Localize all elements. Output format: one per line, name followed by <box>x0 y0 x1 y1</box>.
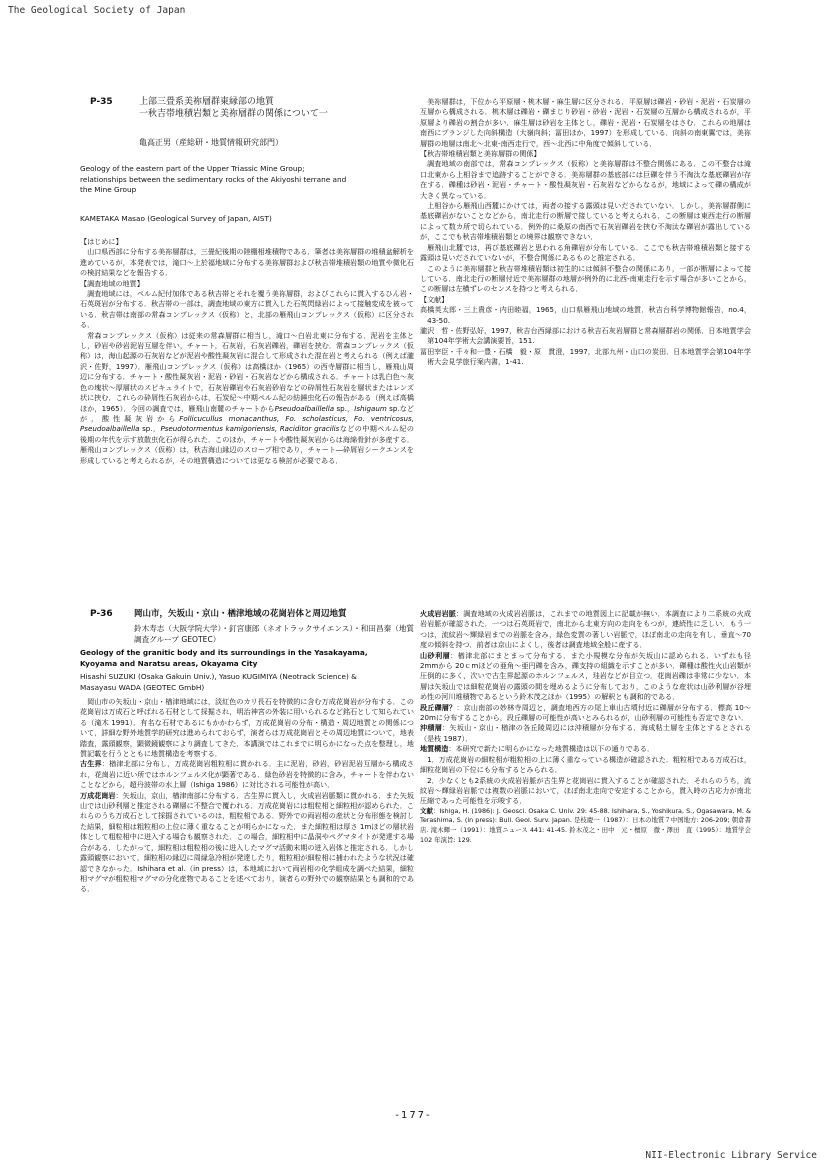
p36-kozo <box>420 744 751 754</box>
p35-title <box>139 96 328 120</box>
p35-code: P-35 <box>90 97 113 107</box>
p36-authors: 鈴木寿志（大阪学院大学）・釘宮康郎（ネオトラックサイエンス）・和田昌秦（地質調査グループ GEOTEC） <box>134 624 414 644</box>
p35-geology-heading: 【調査地域の地質】 <box>80 278 144 288</box>
p36-left-column <box>80 697 414 1082</box>
p36-kozo-heading: 地質構造 <box>420 744 449 754</box>
p35-taxon-4: Pseudotormentus kamigoriensis, Raciditor gracilis <box>160 424 340 434</box>
p36-mannari-heading: 万成花崗岩 <box>80 790 116 800</box>
p35-title-line1: 上部三畳系美祢層群東縁部の地質 <box>139 97 275 107</box>
p36-kozo-item-2: 2．少なくとも2系統の火成岩岩脈が古生界と花崗岩に貫入することが確認された．それらのうち，流紋岩〜輝緑岩岩脈では複数の岩脈において，ほぼ南北走向で安定することから，貫入時の古応力が南北圧縮であった可能性を示唆する． <box>420 775 751 806</box>
p36-chuseki-heading: 沖積層 <box>420 723 443 733</box>
p35-geology-p2e: sp.などが，酸性凝灰岩から <box>80 403 414 423</box>
p35-ref-2: 瀧沢 哲・佐野弘好，1997，秋吉台西縁部における秋吉石灰岩層群と常森層群岩の関係．日本地質学会第104年学術大会講演要旨，151. <box>420 325 751 346</box>
p36-kosei-text: ：楢津北部に分布し，万成花崗岩粗粒相に貫かれる．主に泥岩，砂岩，砂岩泥岩互層から構成され，花崗岩に近い所ではホルンフェルス化が顕著である．緑色砂岩を特徴的に含み，チャートを伴わないことなどから，超丹波帯の水上層（Ishiga 1986）に対比される可能性が高い． <box>80 759 414 790</box>
p36-en-title-2: Kyoyama and Naratsu areas, Okayama City <box>80 658 258 668</box>
p35-references <box>420 295 751 368</box>
p36-kozo-item-1: 1．万成花崗岩の細粒相が粗粒相の上に薄く重なっている構造が確認された．粗粒相である万成石は，細粒花崗岩の下位にも分布するとみられる． <box>420 754 751 775</box>
p35-relation-p4: このように美祢層群と秋吉帯堆積岩類は初生的には傾斜不整合の関係にあり，一部が断層によって接している．南北走行の断層付近で美祢層群の地層が例外的に北西-南東走行を示す場合が多いことから，この断層は左横ずレのセンスを持つと考えられる． <box>420 263 751 294</box>
p36-title: 岡山市，矢坂山・京山・楢津地域の花崗岩体と周辺地質 <box>134 609 347 619</box>
p35-geology-p2i: などの中期ペルム紀の後期の年代を示す放散虫化石が得られた．このほか，チャートや酸性凝灰岩からは海綿骨針が多産する．雁飛山コンプレックス（仮称）は，秋吉海山縁辺のスロープ相であり，チャート―砕屑岩シークエンスを形成していると考えられるが，その地質構造については更なる検討が必要である． <box>80 424 414 465</box>
p35-english-author: KAMETAKA Masao (Geological Survey of Japan, AIST) <box>80 214 272 223</box>
p36-en-authors-1: Hisashi SUZUKI (Osaka Gakuin Univ.), Yasuo KUGIMIYA (Neotrack Science) & <box>80 672 357 681</box>
p35-relation-p2: 上相谷から雁飛山西麓にかけては，両者の接する露頭は見いだされていない．しかし，美祢層群側に基底礫岩がないことなどから，南北走行の断層で接していると考えられる．この断層は東西走行の断層によって数カ所で切られている．例外的に桑原の南西で石灰岩礫岩を挟む不淘汰な礫岩が露出しているが，ここでも秋吉帯堆積岩類との境界は観察できない． <box>420 201 751 242</box>
p35-intro-heading: 【はじめに】 <box>80 237 123 246</box>
p36-english-authors <box>80 672 415 693</box>
p35-en-title-3: the Mine Group <box>80 185 137 194</box>
p35-title-line2: 一秋吉帯堆積岩類と美祢層群の関係について一 <box>139 109 328 119</box>
p36-kozo-text: ：本研究で新たに明らかになった地質構造は以下の通りである． <box>448 744 655 754</box>
p35-relation-heading: 【秋吉帯堆積岩類と美祢層群の関係】 <box>420 149 541 159</box>
p36-mannari-text: ：矢坂山，京山，楢津南部に分布する．古生界に貫入し，火成岩岩脈類に貫かれる．また矢坂山では山砂利層と推定される礫層に不整合で覆われる．万成花崗岩には粗粒相と細粒相が認められた．これらのうち万成石として採掘されているのは，粗粒相である．野外での両岩相の産状と分布形態を検討した結果，細粒相は粗粒相の上位に薄く重なることが明らかになった．また細粒相は厚さ 1mほどの層状岩体として粗粒相中に迸入する場合も観察された．この場合，細粒相中に晶洞やペグマタイトが発達する場合がある．したがって，細粒相は粗粒相の後に迸入したマグマ活動末期の迸入岩体と推定される．しかし露頭観察において，細粒相の縁辺に周縁急冷相が発達したり，粗粒相が細粒相に捕われたような状況は確認できなかった．Ishihara et al.（in press）は，本地域において両岩相の化学組成を調べた結果，細粒相マグマが粗粒相マグマの分化産物であることを述べており，演者らの野外での観察結果とも調和的である． <box>80 790 414 894</box>
p35-geology-p3: 美祢層群は，下位から平原層・桃木層・麻生層に区分される．平原層は礫岩・砂岩・泥岩・石炭層の互層から構成される．桃木層は礫岩・礫まじり砂岩・砂岩・泥岩・石炭層の互層から構成されるが，平原層より礫岩の割合が多い．麻生層は砂岩を主体とし，礫岩・泥岩・石炭層をはさむ．これらの地層は南西にプランジした向斜構造（大嶺向斜；冨田ほか，1997）を形成している．向斜の南東翼では，美祢層群の地層は南北〜北東-南西走行で，西〜北西に中角度で傾斜している． <box>420 97 751 148</box>
p36-dankyu-text: ：京山南部の妙林寺周辺と，調査地西方の尾上車山古墳付近に礫層が分布する．標高 10〜20mに分布することから，段丘礫層の可能性が高いとみられるが，山砂利層の可能性も否定できない． <box>420 702 751 723</box>
p36-references <box>420 807 751 845</box>
p35-left-column <box>80 237 414 585</box>
p35-geology-p1: 調査地域には，ペルム紀付加体である秋吉帯とそれを覆う美祢層群，およびこれらに貫入するひん岩・石英斑岩が分布する．秋吉帯の一部は，調査地域の東方に貫入した石英閃緑岩によって接触変成を被っている．秋吉帯は南部の常森コンプレックス（仮称）と，北部の雁飛山コンプレックス（仮称）に区分される． <box>80 289 414 330</box>
p36-chuseki-text: ：矢坂山・京山・楢津の各丘陵周辺には沖積層が分布する．海成粘土層を主体とするとされる（是枝 1987）． <box>420 723 751 743</box>
p36-kasei <box>420 609 751 651</box>
p35-geology-p2a: 常森コンプレックス（仮称）は従来の常森層群に相当し，滝口〜白岩北東に分布する．泥岩を主体とし，砂岩や砂岩泥岩互層を伴い，チャート，石灰岩，石灰岩礫岩，礫岩を挟む．常森コンプレックス（仮称）は，海山起源の石灰岩などが泥岩や酸性凝灰岩に混合して形成された混在岩と考えられる（例えば瀧沢・佐野，1997）．雁飛山コンプレックス（仮称）は高橋ほか（1965）の西寺層群に相当し，雁飛山周辺に分布する．チャート・酸性凝灰岩・泥岩・砂岩・石灰岩などから構成される．チャートは乳白色〜灰色の塊状〜厚層状のスピキュライトで，石灰岩礫岩や石灰岩砂岩などの砕屑性石灰岩を層状またはレンズ状に挟む．これらの砕屑性石灰岩からは，石炭紀〜中期ペルム紀の紡錘虫化石の報告がある（例えば高橋ほか，1965）．今回の調査では，雁飛山南麓のチャートから <box>80 330 414 413</box>
p35-relation-p3: 雁飛山北麓では，再び基底礫岩と思われる角礫岩が分布している．ここでも秋吉帯堆積岩類と接する露頭は見いだされていないが，不整合関係にあるものと推定される． <box>420 242 751 263</box>
page-number: -177- <box>395 1110 432 1121</box>
p36-en-title-1: Geology of the granitic body and its surroundings in the Yasakayama, <box>80 648 368 657</box>
p36-right-column <box>420 609 751 1081</box>
p35-geology-p2g: sp.， <box>139 424 161 434</box>
p36-kasei-heading: 火成岩岩脈 <box>420 609 456 618</box>
p36-chuseki <box>420 723 751 744</box>
society-header: The Geological Society of Japan <box>8 5 186 16</box>
p36-mannari <box>80 791 414 895</box>
p36-code: P-36 <box>90 609 113 619</box>
p36-kasei-text: ：調査地域の火成岩岩脈は，これまでの地質図上に記載が無い．本調査により二系統の火成岩岩脈が確認された．一つは石英斑岩で，南北から北東方向の走向をもつが，連続性に乏しい．もう一つは，流紋岩〜輝緑岩までの岩脈を含み，緑色変質の著しい岩脈で，ほぼ南北の走向を有し，垂直〜70 度の傾斜を持つ．前者は京山によくし，後者は調査地域全般に産する． <box>420 609 751 650</box>
p36-en-authors-2: Masayasu WADA (GEOTEC GmbH) <box>80 682 205 692</box>
p35-taxon-3: Follicucullus monacanthus, Fo. scholasticus, Fo. ventricosus, Pseudoalbaillella <box>80 413 414 434</box>
p35-right-column <box>420 97 751 585</box>
p35-intro-text: 山口県西部に分布する美祢層群は，三畳紀後期の陸棚相堆積物である．筆者は美祢層群の堆積盆解析を進めているが，本発表では，滝口〜上於福地域に分布する美祢層群および秋吉帯堆積岩類の地質や微化石の検討結果などを報告する． <box>80 247 414 278</box>
p36-yama <box>420 651 751 703</box>
p35-en-title-2: relationships between the sedimentary rocks of the Akiyoshi terrane and <box>80 174 347 184</box>
p35-ref-3: 冨田宰臣・千々和一豊・石橋 毅・原 貫澄，1997，北部九州・山口の炭田．日本地質学会第104年学術大会見学旅行案内書，1-41. <box>420 346 751 367</box>
p36-dankyu-heading: 段丘礫層？ <box>420 702 457 712</box>
p36-dankyu <box>420 703 751 724</box>
p35-en-title-1: Geology of the eastern part of the Upper Triassic Mine Group; <box>80 164 305 173</box>
p36-references-text: ：Ishiga, H. (1986): J. Geosci. Osaka C. Univ. 29: 45-88. Ishihara, S., Yoshikura, S., Ogasawara, M. & Terashima, S. (in press): Bull. Geol. Surv. Japan. 是枝慶一（1987）：日本の地質７中国地方: 206-209; 朝倉書店. 滝木輝一（1991）：地質ニュース 441: 41-45. 鈴木茂之・田中 元・檀原 徹・澤田 直（1995）：地質学会 102 年演旨: 129. <box>420 806 751 844</box>
p36-kosei <box>80 759 414 790</box>
p36-yama-text: ：楢津北部にまとまって分布する．また小規模な分布が矢坂山に認められる．いずれも径 2mmから 20ｃmほどの亜角〜亜円礫を含み，礫支持の組織を示すことが多い．礫種は酸性火山岩類が圧倒的に多く，次いで古生界起源のホルンフェルス，珪岩などが目立つ．花崗岩礫は非常に少ない．本層は矢坂山では細粒花崗岩の露頭の間を埋めるように分布しており，このような産状は山砂利層が谷埋め性の河川堆積物であるという鈴木茂之ほか（1995）の解釈とも調和的である． <box>420 650 751 702</box>
p36-kosei-heading: 古生界 <box>80 759 102 769</box>
p35-taxon-2: Ishigaum <box>354 403 387 413</box>
p35-geology-p2c: sp.， <box>334 403 355 413</box>
footer-service: NII-Electronic Library Service <box>645 1150 817 1161</box>
p36-intro: 岡山市の矢坂山・京山・楢津地域には，淡紅色のカリ長石を特徴的に含む万成花崗岩が分布する．この花崗岩は万成石と呼ばれる石材として採掘され，明治神宮の外装に用いられるなど銘石として知られている（滝木 1991）．有名な石材であるにもかかわらず，万成花崗岩の分布・構造・周辺地質との関係について，詳細な野外地質学的研究は進められておらず，演者らは万成花崗岩とその周辺地質について，地表踏査，露頭観察，顕微鏡観察により調査してきた．本講演ではこれまでに明らかになった点を整理し，地質記載を行うとともに地質構造を考察する． <box>80 697 414 759</box>
p35-geology-p2 <box>80 331 414 466</box>
p35-references-heading: 【文献】 <box>420 294 449 304</box>
p35-ref-1: 高橋英太郎・三上貴彦・内田睦福，1965，山口県雁飛山地域の地質．秋吉台科学博物館報告，no.4，43-50. <box>420 305 751 325</box>
p35-english-title <box>80 164 415 196</box>
p35-relation-p1: 調査地域の南部では，常森コンプレックス（仮称）と美祢層群は不整合関係にある．この不整合は滝口北東から上相谷まで追跡することができる．美祢層群の基底部には巨礫を伴う不淘汰な基底礫岩が存在する．礫種は砂岩・泥岩・チャート・酸性凝灰岩・石灰岩などからなるが，地域によって礫の構成が大きく異なっている． <box>420 159 751 200</box>
p36-english-title <box>80 648 415 669</box>
p36-yama-heading: 山砂利層 <box>420 650 451 660</box>
p36-references-heading: 文献 <box>420 806 433 815</box>
p35-authors: 亀高正男（産総研・地質情報研究部門） <box>139 138 283 147</box>
p35-taxon-1: Pseudoalbaillella <box>274 403 335 413</box>
